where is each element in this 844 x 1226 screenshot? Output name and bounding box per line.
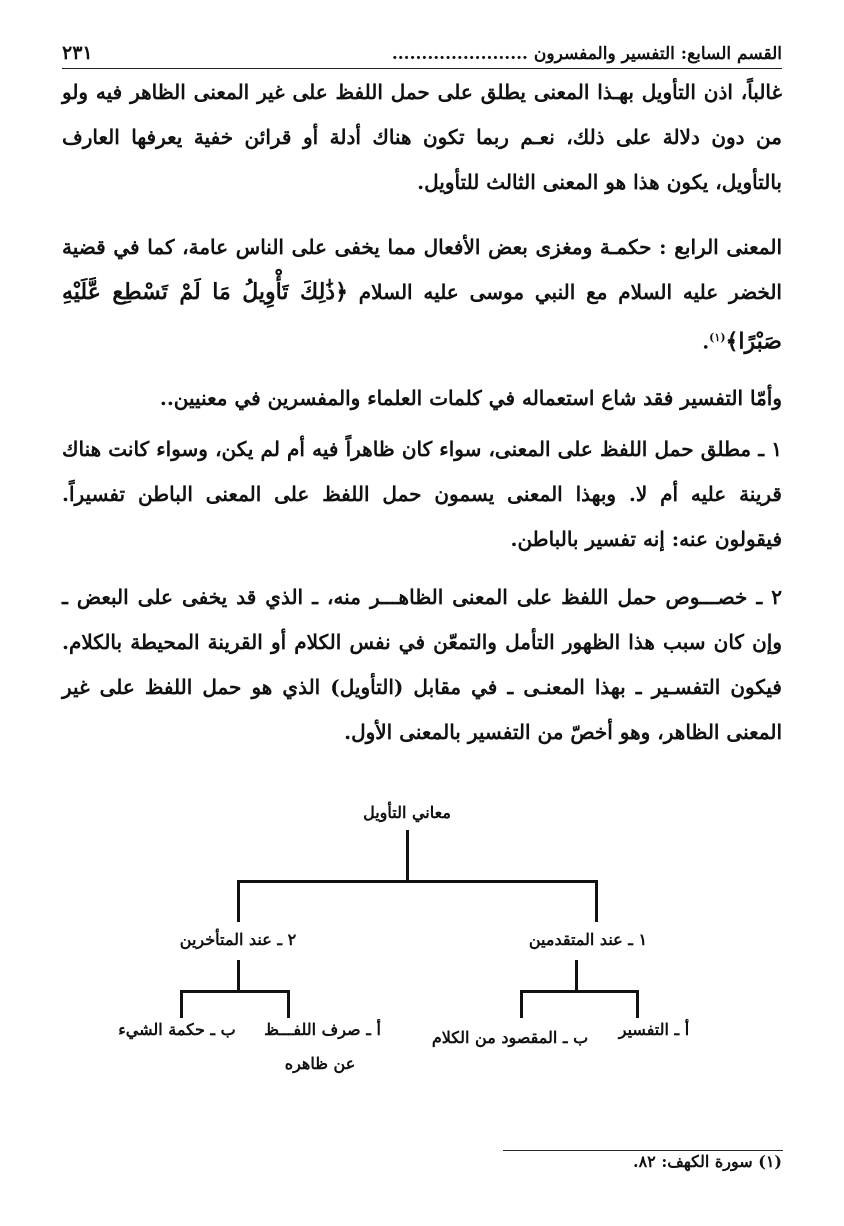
fourth-meaning-term: المعنى الرابع [674,235,782,259]
left-branch-stem [237,880,240,922]
quran-verse: ﴿ذَٰلِكَ تَأْوِيلُ مَا لَمْ تَسْطِع عَّلَيْهِ صَبْرًا﴾ [62,279,782,355]
diagram-root-label: معاني التأويل [363,803,451,822]
left-sub-crossbar [180,990,290,993]
paragraph-end-mark: . [702,329,710,354]
right-sub-crossbar [520,990,638,993]
paragraph-fourth-meaning [62,225,782,365]
leaf-intended-meaning: ب ـ المقصود من الكلام [431,1028,589,1047]
tafsir-meaning-1: ١ ـ مطلق حمل اللفظ على المعنى، سواء كان ظاهراً فيه أم لم يكن، وسواء كانت هناك قرينة عليه أم لا. وبهذا المعنى يسمون حمل اللفظ على المعنى الباطن تفسيراً. فيقولون عنه: إنه تفسير بالباطن. [62,437,782,551]
paragraph-third-meaning: غالباً، اذن التأويل بهـذا المعنى يطلق على حمل اللفظ على غير المعنى الظاهر فيه ولو من دون دلالة على ذلك، نعـم ربما تكون هناك أدلة أو قرائن خفية يعرفها العارف بالتأويل، يكون هذا هو المعنى الثالث للتأويل. [62,80,782,194]
header-rule [62,68,782,69]
fourth-meaning-text: : حكمـة ومغزى بعض الأفعال مما يخفى على الناس عامة، كما في قضية الخضر عليه السلام مع النبي موسى عليه السلام [62,235,782,304]
left-leaf-a-stem [287,990,290,1018]
left-leaf-b-stem [180,990,183,1018]
branch-later-scholars: ٢ ـ عند المتأخرين [179,930,297,949]
leaf-diverting-meaning-line2: عن ظاهره [284,1054,356,1073]
leaf-diverting-meaning: أ ـ صرف اللفـــظ [264,1020,381,1039]
running-header [62,34,782,64]
root-stem [406,830,409,880]
left-sub-stem [237,960,240,990]
running-header-title: القسم السابع: التفسير والمفسرون ....................... [391,44,782,64]
paragraph-tafsir-intro: وأمّا التفسير فقد شاع استعماله في كلمات العلماء والمفسرين في معنيين.. [159,386,782,410]
right-sub-stem [575,960,578,990]
page-number: ٢٣١ [62,42,93,64]
right-leaf-b-stem [520,990,523,1018]
footnote: (١) سورة الكهف: ٨٢. [633,1152,782,1171]
tafsir-meaning-2: ٢ ـ خصـــوص حمل اللفظ على المعنى الظاهـــر منه، ـ الذي قد يخفى على البعض ـ وإن كان سبب هذا الظهور التأمل والتمعّن في نفس الكلام أو القرينة المحيطة بالكلام. فيكون التفسـير ـ بهذا المعنـى ـ في مقابل (التأويل) الذي هو حمل اللفظ على غير المعنى الظاهر، وهو أخصّ من التفسير بالمعنى الأول. [62,585,782,744]
footnote-marker: (١) [709,331,726,344]
leaf-wisdom-of-thing: ب ـ حكمة الشيء [118,1020,236,1039]
right-branch-stem [595,880,598,922]
leaf-tafsir: أ ـ التفسير [618,1020,690,1039]
right-leaf-a-stem [636,990,639,1018]
root-crossbar [237,880,597,883]
footnote-rule [503,1150,783,1151]
branch-early-scholars: ١ ـ عند المتقدمين [528,930,648,949]
